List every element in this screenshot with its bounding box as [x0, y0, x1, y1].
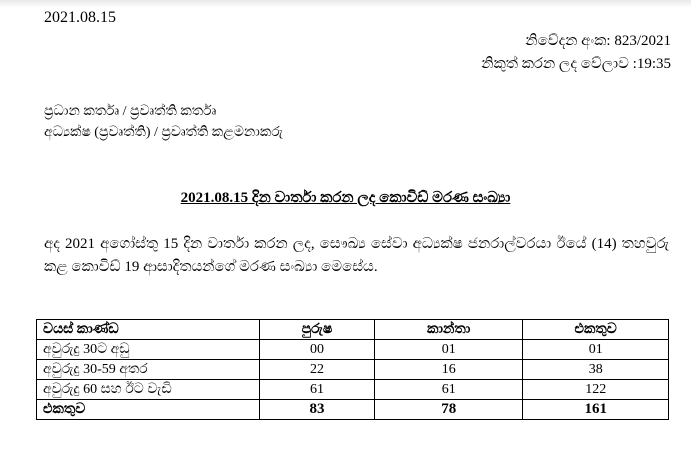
reference-number: නිවේදන අංක: 823/2021 [525, 33, 671, 49]
table-row [37, 380, 669, 400]
male-cell: 22 [260, 360, 375, 380]
document-heading [0, 189, 691, 207]
total-male-cell: 83 [260, 400, 375, 420]
table-total-row [37, 400, 669, 420]
header-male: පුරුෂ [260, 320, 375, 340]
recipient-line-2: අධ්‍යක්ෂ (ප්‍රවෘත්ති) / ප්‍රවෘත්ති කළමනාකරු [44, 125, 283, 140]
body-paragraph: අද 2021 අගෝස්තු 15 දින වාර්තා කරන ලද, සෞඛ්‍ය සේවා අධ්‍යක්ෂ ජනරාල්වරයා ඊයේ (14) තහවුරු කළ කොවිඩ් 19 ආසාදිතයන්ගේ මරණ සංඛ්‍යා මෙසේය. [44, 236, 669, 275]
header-total: එකතුව [523, 320, 669, 340]
header-female: කාන්තා [375, 320, 523, 340]
age-group-cell: අවුරුදු 60 සහ ඊට වැඩි [37, 380, 260, 400]
total-cell: 38 [523, 360, 669, 380]
table-row [37, 340, 669, 360]
female-cell: 16 [375, 360, 523, 380]
total-cell: 122 [523, 380, 669, 400]
document-date: 2021.08.15 [44, 9, 116, 26]
heading-text: දින වාර්තා කරන ලද කොවිඩ් මරණ සංඛ්‍යා [248, 190, 511, 206]
heading-date: 2021.08.15 [180, 190, 249, 206]
male-cell: 61 [260, 380, 375, 400]
table-row [37, 360, 669, 380]
total-label-cell: එකතුව [37, 400, 260, 420]
release-time: නිකුත් කරන ලද වේලාව :19:35 [481, 56, 671, 72]
total-female-cell: 78 [375, 400, 523, 420]
total-cell: 01 [523, 340, 669, 360]
male-cell: 00 [260, 340, 375, 360]
death-statistics-table [36, 319, 669, 420]
top-shadow-bar [0, 0, 691, 8]
female-cell: 01 [375, 340, 523, 360]
age-group-cell: අවුරුදු 30-59 අතර [37, 360, 260, 380]
female-cell: 61 [375, 380, 523, 400]
header-age-group: වයස් කාණ්ඩ [37, 320, 260, 340]
age-group-cell: අවුරුදු 30ට අඩු [37, 340, 260, 360]
grand-total-cell: 161 [523, 400, 669, 420]
recipient-line-1: ප්‍රධාන කර්තෘ / ප්‍රවෘත්ති කර්තෘ [44, 104, 217, 119]
table-header-row [37, 320, 669, 340]
